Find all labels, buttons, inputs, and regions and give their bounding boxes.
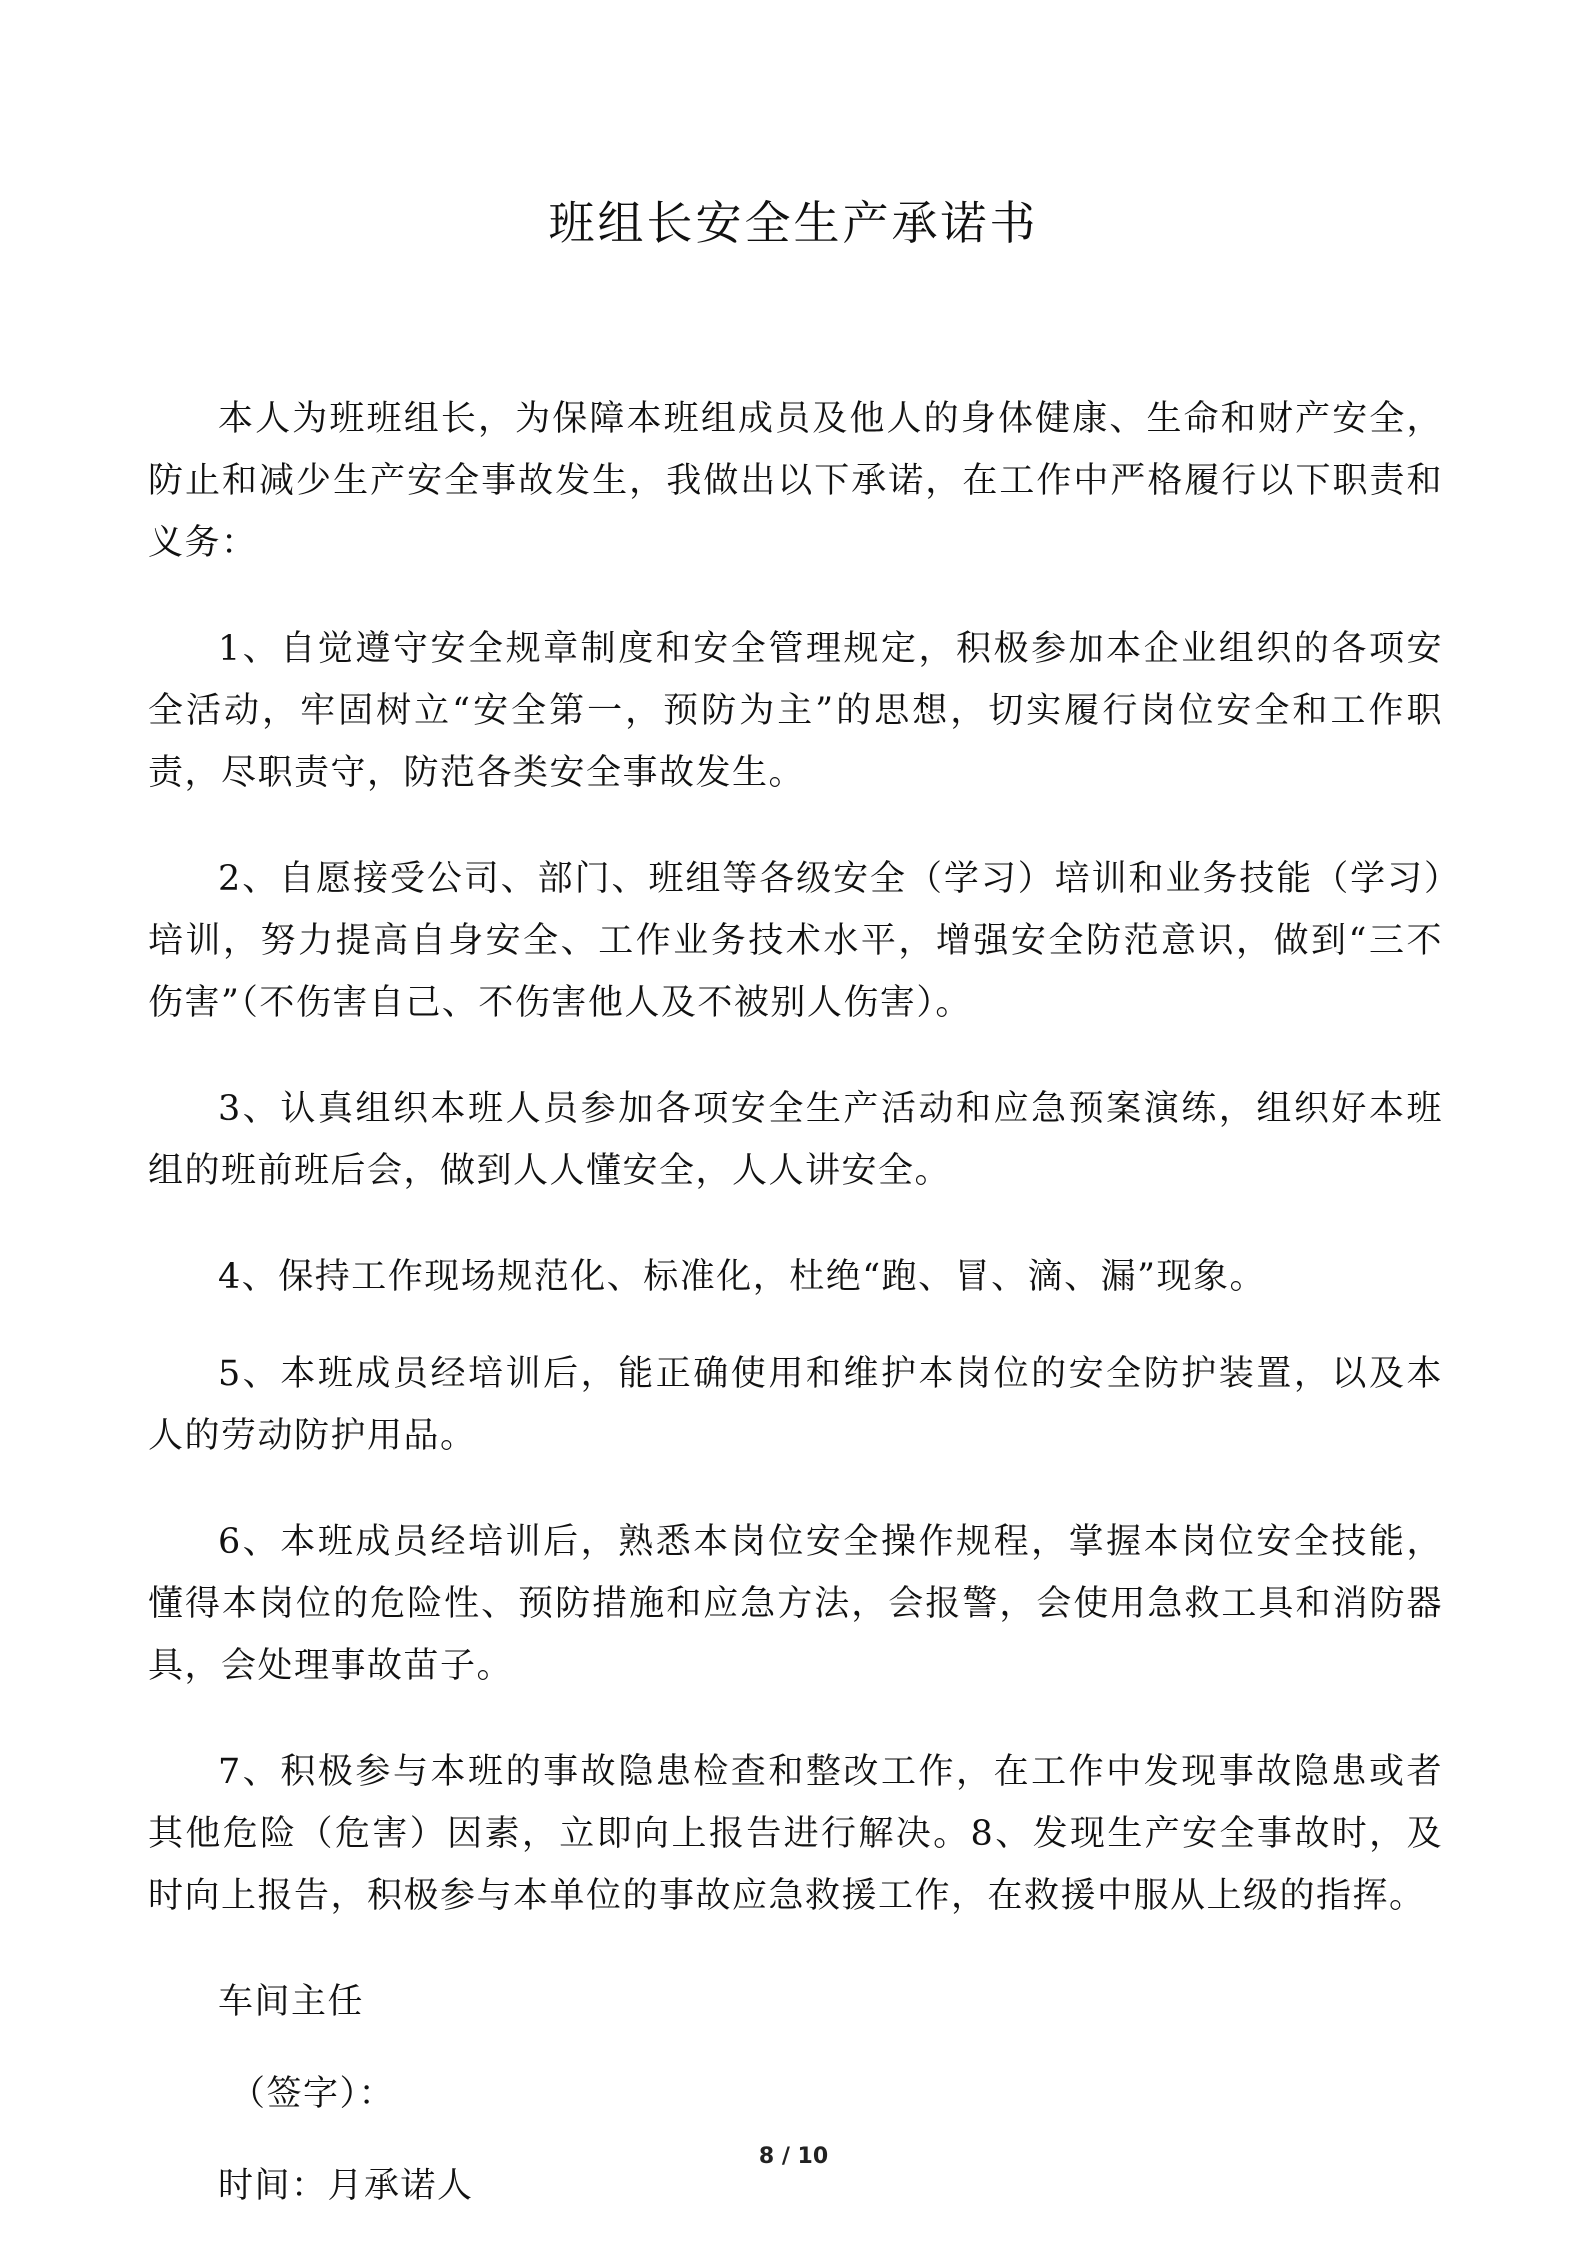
commitment-item-5: 5、本班成员经培训后，能正确使用和维护本岗位的安全防护装置，以及本人的劳动防护用品。 [148, 1354, 1443, 1456]
signature-role: 车间主任 [218, 1982, 365, 2022]
commitment-item-7-8: 7、积极参与本班的事故隐患检查和整改工作，在工作中发现事故隐患或者其他危险（危害）因素，立即向上报告进行解决。8、发现生产安全事故时，及时向上报告，积极参与本单位的事故应急救援工作，在救援中服从上级的指挥。 [148, 1752, 1443, 1916]
commitment-item-6: 6、本班成员经培训后，熟悉本岗位安全操作规程，掌握本岗位安全技能，懂得本岗位的危险性、预防措施和应急方法，会报警，会使用急救工具和消防器具，会处理事故苗子。 [148, 1522, 1443, 1686]
commitment-item-1: 1、自觉遵守安全规章制度和安全管理规定，积极参加本企业组织的各项安全活动，牢固树立“安全第一，预防为主”的思想，切实履行岗位安全和工作职责，尽职责守，防范各类安全事故发生。 [148, 629, 1443, 793]
intro-paragraph: 本人为班班组长，为保障本班组成员及他人的身体健康、生命和财产安全，防止和减少生产安全事故发生，我做出以下承诺，在工作中严格履行以下职责和义务： [148, 399, 1443, 563]
document-body [148, 388, 1443, 2247]
commitment-item-4: 4、保持工作现场规范化、标准化，杜绝“跑、冒、滴、漏”现象。 [218, 1257, 1267, 1297]
page-number: 8 / 10 [758, 2144, 829, 2169]
signature-field: （签字）： [230, 2074, 396, 2114]
document-title: 班组长安全生产承诺书 [548, 196, 1039, 250]
commitment-item-3: 3、认真组织本班人员参加各项安全生产活动和应急预案演练，组织好本班组的班前班后会，做到人人懂安全，人人讲安全。 [148, 1089, 1443, 1191]
signature-time: 时间：月承诺人 [218, 2166, 474, 2206]
commitment-item-2: 2、自愿接受公司、部门、班组等各级安全（学习）培训和业务技能（学习）培训，努力提高自身安全、工作业务技术水平，增强安全防范意识，做到“三不伤害”（不伤害自己、不伤害他人及不被别人伤害）。 [148, 859, 1443, 1023]
